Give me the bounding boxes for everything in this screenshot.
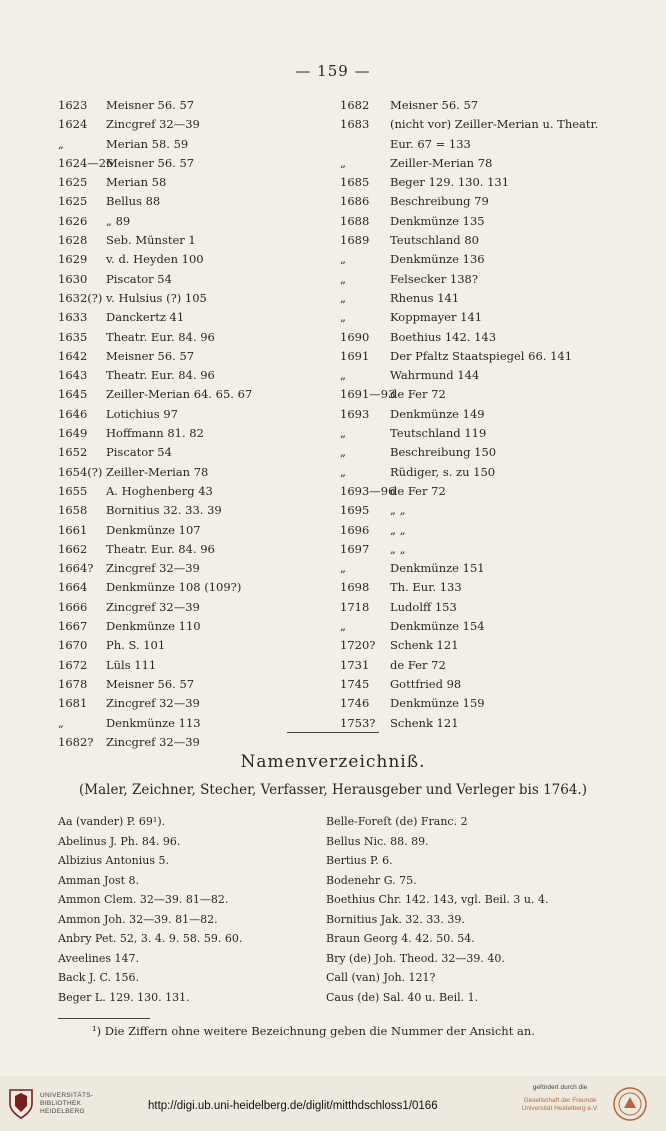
entry-year: 1664?	[58, 561, 94, 576]
entry-text: Denkmünze 107	[106, 522, 201, 537]
name-index-entry: Bertius P. 6.	[326, 854, 393, 867]
name-index-entry: Back J. C. 156.	[58, 971, 140, 984]
entry-year: 1688	[340, 213, 370, 228]
entry-year: 1635	[58, 329, 88, 344]
entry-text: Theatr. Eur. 84. 96	[106, 541, 215, 556]
name-index-entry: Anbry Pet. 52, 3. 4. 9. 58. 59. 60.	[58, 932, 243, 945]
entry-year: 1685	[340, 175, 370, 190]
entry-year: „	[58, 136, 64, 151]
name-index-entry: Caus (de) Sal. 40 u. Beil. 1.	[326, 990, 479, 1004]
chronology-entry	[340, 135, 640, 154]
name-index-entry: Ammon Clem. 32—39. 81—82.	[58, 893, 229, 906]
entry-text: Denkmünze 113	[106, 715, 201, 730]
name-index-entry: Bry (de) Joh. Theod. 32—39. 40.	[326, 951, 505, 965]
chronology-entry	[58, 617, 338, 636]
entry-year: „	[340, 561, 346, 576]
entry-year: 1698	[340, 580, 370, 595]
entry-year: 1642	[58, 348, 88, 363]
entry-text: Beger 129. 130. 131	[390, 175, 510, 190]
chronology-entry	[58, 96, 338, 115]
chronology-entry	[58, 714, 338, 733]
entry-text: Seb. Münster 1	[106, 233, 196, 248]
chronology-entry	[340, 617, 640, 636]
name-index-entry: Beger L. 129. 130. 131.	[58, 990, 190, 1004]
entry-text: Meisner 56. 57	[106, 348, 195, 363]
logo-line: UNIVERSITÄTS-	[40, 1092, 94, 1099]
footnote: ¹) Die Ziffern ohne weitere Bezeichnung geben die Nummer der Ansicht an.	[92, 1024, 535, 1038]
entry-text: de Fer 72	[390, 657, 446, 672]
entry-year: „	[340, 619, 346, 634]
chronology-entry	[340, 405, 640, 424]
chronology-entry	[340, 598, 640, 617]
entry-text: Der Pfaltz Staatspiegel 66. 141	[390, 348, 573, 363]
entry-text: Zincgref 32—39	[106, 561, 200, 576]
name-index-entry: Albizius Antonius 5.	[58, 854, 169, 867]
entry-text: Denkmünze 108 (109?)	[106, 580, 242, 595]
library-footer	[0, 1076, 666, 1131]
entry-year: 1689	[340, 233, 370, 248]
entry-text: (nicht vor) Zeiller-Merian u. Theatr.	[390, 117, 599, 132]
entry-text: Denkmünze 151	[390, 561, 485, 576]
entry-text: Beschreibung 150	[390, 445, 497, 460]
entry-year: „	[58, 715, 64, 730]
entry-text: Felsecker 138?	[390, 271, 479, 286]
chronology-entry	[340, 250, 640, 269]
entry-year: „	[340, 290, 346, 305]
entry-text: Lotichius 97	[106, 406, 178, 421]
chronology-entry	[58, 347, 338, 366]
chronology-entry	[58, 424, 338, 443]
chronology-entry	[58, 308, 338, 327]
footnote-divider	[58, 1018, 150, 1019]
chronology-entry	[340, 714, 640, 733]
entry-year: „	[340, 445, 346, 460]
university-library-logo[interactable]	[8, 1088, 93, 1120]
entry-text: Bellus 88	[106, 194, 161, 209]
entry-year: „	[340, 155, 346, 170]
logo-line: HEIDELBERG	[40, 1108, 85, 1115]
chronology-entry	[340, 212, 640, 231]
chronology-entry	[58, 212, 338, 231]
name-index-entry: Amman Jost 8.	[58, 873, 140, 887]
chronology-entry	[58, 656, 338, 675]
entry-year: 1666	[58, 599, 88, 614]
chronology-entry	[340, 540, 640, 559]
university-shield-icon	[8, 1088, 34, 1120]
entry-text: Eur. 67 = 133	[390, 136, 471, 151]
entry-text: de Fer 72	[390, 483, 446, 498]
entry-text: Zincgref 32—39	[106, 734, 200, 749]
entry-text: Ph. S. 101	[106, 638, 166, 653]
chronology-entry	[58, 463, 338, 482]
logo-line: BIBLIOTHEK	[40, 1100, 82, 1107]
chronology-entry	[58, 675, 338, 694]
entry-text: Schenk 121	[390, 715, 459, 730]
entry-year: 1652	[58, 445, 88, 460]
entry-year: 1629	[58, 252, 88, 267]
chronology-entry	[340, 173, 640, 192]
entry-year	[340, 135, 390, 154]
entry-year: 1623	[58, 98, 88, 112]
chronology-entry	[58, 559, 338, 578]
entry-text: Merian 58. 59	[106, 136, 189, 151]
entry-text: Piscator 54	[106, 445, 172, 460]
entry-year: 1745	[340, 676, 370, 691]
chronology-entry	[58, 135, 338, 154]
chronology-entry	[58, 482, 338, 501]
chronology-entry	[340, 559, 640, 578]
entry-text: Teutschland 80	[390, 233, 479, 248]
page-number: — 159 —	[295, 62, 371, 80]
chronology-entry	[340, 501, 640, 520]
entry-text: Rüdiger, s. zu 150	[390, 464, 496, 479]
chronology-entry	[340, 521, 640, 540]
chronology-entry	[58, 154, 338, 173]
entry-text: Danckertz 41	[106, 310, 185, 325]
entry-text: Gottfried 98	[390, 676, 462, 691]
entry-year: 1693—96	[340, 483, 396, 498]
entry-text: Lüls 111	[106, 657, 157, 672]
chronology-entry	[58, 598, 338, 617]
chronology-right-column	[340, 96, 640, 733]
entry-year: 1664	[58, 580, 88, 595]
entry-year: 1645	[58, 387, 88, 402]
entry-year: 1718	[340, 599, 370, 614]
sponsor-name: Gesellschaft der Freunde	[523, 1097, 597, 1104]
name-index-entry: Bellus Nic. 88. 89.	[326, 834, 429, 848]
permalink-url[interactable]: http://digi.ub.uni-heidelberg.de/diglit/mitthdschloss1/0166	[148, 1100, 438, 1112]
entry-text: Schenk 121	[390, 638, 459, 653]
entry-text: Theatr. Eur. 84. 96	[106, 329, 215, 344]
entry-year: 1630	[58, 271, 88, 286]
entry-year: 1625	[58, 194, 88, 209]
index-heading: Namenverzeichniß.	[240, 752, 426, 772]
entry-text: Meisner 56. 57	[106, 155, 195, 170]
name-index-entry: Boethius Chr. 142. 143, vgl. Beil. 3 u. 4.	[326, 893, 549, 906]
chronology-entry	[340, 578, 640, 597]
chronology-entry	[340, 347, 640, 366]
entry-year: 1654(?)	[58, 464, 103, 479]
chronology-entry	[58, 115, 338, 134]
entry-text: Zincgref 32—39	[106, 599, 200, 614]
chronology-entry	[58, 192, 338, 211]
name-index-entry: Braun Georg 4. 42. 50. 54.	[326, 932, 475, 945]
entry-text: Beschreibung 79	[390, 194, 489, 209]
entry-year: 1649	[58, 426, 88, 441]
chronology-entry	[340, 328, 640, 347]
entry-year: 1632(?)	[58, 290, 103, 305]
entry-text: Denkmünze 136	[390, 252, 485, 267]
chronology-entry	[58, 540, 338, 559]
entry-year: 1720?	[340, 638, 376, 653]
chronology-entry	[340, 656, 640, 675]
sponsor-credit	[515, 1084, 605, 1113]
entry-year: 1682?	[58, 734, 94, 749]
entry-text: Meisner 56. 57	[106, 676, 195, 691]
entry-text: de Fer 72	[390, 387, 446, 402]
entry-year: 1691	[340, 348, 370, 363]
name-index-entry: Call (van) Joh. 121?	[326, 971, 436, 984]
chronology-entry	[340, 115, 640, 134]
chronology-entry	[340, 636, 640, 655]
entry-text: Zeiller-Merian 64. 65. 67	[106, 387, 253, 402]
chronology-entry	[58, 270, 338, 289]
entry-text: Denkmünze 149	[390, 406, 485, 421]
entry-year: 1658	[58, 503, 88, 518]
entry-year: 1667	[58, 619, 88, 634]
entry-year: 1691—93	[340, 387, 396, 402]
name-index-left-column	[58, 812, 318, 1007]
chronology-entry	[58, 328, 338, 347]
entry-year: 1643	[58, 368, 88, 383]
entry-text: Denkmünze 159	[390, 696, 485, 711]
chronology-entry	[58, 636, 338, 655]
entry-text: Zincgref 32—39	[106, 696, 200, 711]
entry-text: Meisner 56. 57	[390, 98, 479, 112]
chronology-entry	[340, 482, 640, 501]
entry-year: 1678	[58, 676, 88, 691]
entry-text: Bornitius 32. 33. 39	[106, 503, 222, 518]
chronology-entry	[58, 405, 338, 424]
chronology-entry	[58, 521, 338, 540]
chronology-entry	[340, 308, 640, 327]
entry-year: „	[340, 464, 346, 479]
entry-text: Ludolff 153	[390, 599, 457, 614]
entry-text: Th. Eur. 133	[390, 580, 462, 595]
chronology-entry	[58, 578, 338, 597]
entry-text: Meisner 56. 57	[106, 98, 195, 112]
entry-text: v. Hulsius (?) 105	[106, 290, 207, 305]
chronology-entry	[340, 366, 640, 385]
entry-text: Zincgref 32—39	[106, 117, 200, 132]
entry-text: Piscator 54	[106, 271, 172, 286]
entry-year: 1624—26	[58, 155, 114, 170]
name-index-entry: Bornitius Jak. 32. 33. 39.	[326, 912, 465, 926]
entry-year: 1696	[340, 522, 370, 537]
entry-text: Merian 58	[106, 175, 167, 190]
entry-year: 1693	[340, 406, 370, 421]
entry-year: 1661	[58, 522, 88, 537]
name-index-entry: Aa (vander) P. 69¹).	[58, 815, 166, 828]
name-index-entry: Aveelines 147.	[58, 951, 139, 965]
chronology-entry	[58, 250, 338, 269]
entry-year: 1672	[58, 657, 88, 672]
entry-text: Rhenus 141	[390, 290, 460, 305]
entry-year: 1686	[340, 194, 370, 209]
chronology-entry	[340, 443, 640, 462]
entry-year: 1695	[340, 503, 370, 518]
chronology-entry	[340, 694, 640, 713]
entry-year: 1655	[58, 483, 88, 498]
chronology-entry	[340, 289, 640, 308]
entry-year: 1624	[58, 117, 88, 132]
entry-year: „	[340, 368, 346, 383]
chronology-entry	[58, 733, 338, 752]
sponsor-name: Universität Heidelberg e.V.	[521, 1105, 599, 1112]
entry-year: 1646	[58, 406, 88, 421]
entry-year: 1697	[340, 541, 370, 556]
entry-year: „	[340, 271, 346, 286]
chronology-entry	[340, 231, 640, 250]
name-index-entry: Bodenehr G. 75.	[326, 873, 417, 887]
entry-year: „	[340, 252, 346, 267]
entry-text: „ „	[390, 541, 406, 556]
entry-text: Denkmünze 135	[390, 213, 485, 228]
chronology-entry	[340, 675, 640, 694]
chronology-entry	[58, 366, 338, 385]
entry-year: 1690	[340, 329, 370, 344]
entry-year: 1625	[58, 175, 88, 190]
entry-text: Zeiller-Merian 78	[390, 155, 493, 170]
chronology-entry	[340, 385, 640, 404]
entry-text: „ „	[390, 503, 406, 518]
entry-text: Hoffmann 81. 82	[106, 426, 204, 441]
entry-year: 1628	[58, 233, 88, 248]
chronology-entry	[58, 443, 338, 462]
chronology-entry	[340, 424, 640, 443]
entry-year: 1753?	[340, 715, 376, 730]
entry-text: „ 89	[106, 213, 131, 228]
chronology-entry	[340, 270, 640, 289]
entry-text: Boethius 142. 143	[390, 329, 497, 344]
entry-year: 1683	[340, 117, 370, 132]
sponsor-label: gefördert durch die	[532, 1084, 588, 1091]
entry-text: v. d. Heyden 100	[106, 252, 204, 267]
entry-year: 1670	[58, 638, 88, 653]
entry-text: Zeiller-Merian 78	[106, 464, 209, 479]
entry-text: Denkmünze 110	[106, 619, 201, 634]
entry-year: 1731	[340, 657, 370, 672]
entry-text: A. Hoghenberg 43	[106, 483, 213, 498]
entry-year: 1626	[58, 213, 88, 228]
entry-year: 1633	[58, 310, 88, 325]
chronology-left-column	[58, 96, 338, 752]
chronology-entry	[340, 463, 640, 482]
sponsor-seal-icon[interactable]	[612, 1086, 648, 1122]
entry-year: 1662	[58, 541, 88, 556]
name-index-entry: Abelinus J. Ph. 84. 96.	[58, 834, 181, 848]
entry-year: 1681	[58, 696, 88, 711]
chronology-entry	[58, 231, 338, 250]
name-index-entry: Ammon Joh. 32—39. 81—82.	[58, 912, 218, 926]
entry-year: 1746	[340, 696, 370, 711]
entry-year: „	[340, 310, 346, 325]
name-index-right-column	[326, 812, 646, 1007]
entry-text: Teutschland 119	[390, 426, 487, 441]
entry-text: Koppmayer 141	[390, 310, 483, 325]
entry-year: 1682	[340, 98, 370, 112]
section-divider	[287, 732, 379, 733]
entry-text: „ „	[390, 522, 406, 537]
chronology-entry	[340, 192, 640, 211]
entry-year: „	[340, 426, 346, 441]
chronology-entry	[58, 694, 338, 713]
name-index-entry: Belle-Foreſt (de) Franc. 2	[326, 815, 468, 828]
chronology-entry	[340, 154, 640, 173]
chronology-entry	[58, 289, 338, 308]
chronology-entry	[58, 385, 338, 404]
index-subheading: (Maler, Zeichner, Stecher, Verfasser, Herausgeber und Verleger bis 1764.)	[79, 782, 587, 798]
chronology-entry	[58, 173, 338, 192]
entry-text: Wahrmund 144	[390, 368, 480, 383]
chronology-entry	[340, 96, 640, 115]
entry-text: Denkmünze 154	[390, 619, 485, 634]
entry-text: Theatr. Eur. 84. 96	[106, 368, 215, 383]
chronology-entry	[58, 501, 338, 520]
